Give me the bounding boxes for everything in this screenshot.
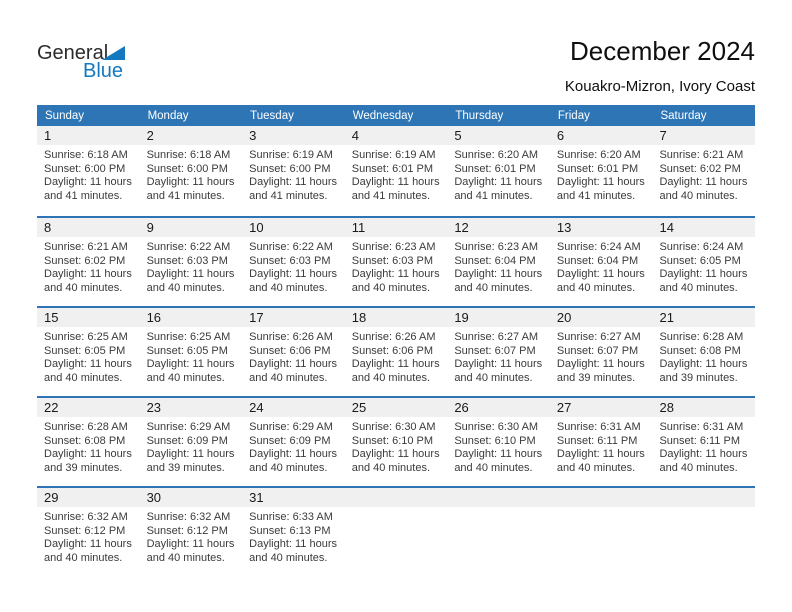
day-cell-30 — [140, 488, 243, 576]
day-cell-14 — [652, 218, 755, 306]
sunset-text: Sunset: 6:04 PM — [556, 254, 639, 267]
sunrise-text: Sunrise: 6:23 AM — [351, 241, 436, 253]
sunrise-text: Sunrise: 6:18 AM — [146, 149, 231, 161]
sunrise-text: Sunrise: 6:25 AM — [44, 331, 128, 343]
day-details — [140, 145, 243, 204]
day-number: 6 — [550, 126, 653, 145]
sunrise-text: Sunrise: 6:32 AM — [44, 511, 128, 523]
daylight-text: Daylight: 11 hours and 39 minutes. — [556, 358, 645, 385]
day-cell-20 — [550, 308, 653, 396]
daylight-text: Daylight: 11 hours and 40 minutes. — [249, 538, 338, 565]
sunrise-text: Sunrise: 6:19 AM — [351, 149, 436, 161]
day-cell-13 — [550, 218, 653, 306]
day-cell-6 — [550, 126, 653, 216]
day-details — [447, 145, 550, 204]
sunrise-text: Sunrise: 6:29 AM — [249, 421, 333, 433]
daylight-text: Daylight: 11 hours and 40 minutes. — [44, 268, 132, 295]
sunrise-text: Sunrise: 6:22 AM — [146, 241, 231, 253]
week-row — [37, 486, 755, 576]
daylight-text: Daylight: 11 hours and 40 minutes. — [249, 448, 338, 475]
day-number: 5 — [447, 126, 550, 145]
day-cell-23 — [140, 398, 243, 486]
day-number: 27 — [550, 398, 653, 417]
sunset-text: Sunset: 6:12 PM — [146, 524, 228, 537]
daylight-text: Daylight: 11 hours and 40 minutes. — [659, 448, 748, 475]
day-cell-24 — [242, 398, 345, 486]
week-row — [37, 126, 755, 216]
day-details — [242, 327, 345, 386]
sunset-text: Sunset: 6:07 PM — [454, 344, 536, 357]
sunset-text: Sunset: 6:06 PM — [351, 344, 434, 357]
day-number: 22 — [37, 398, 140, 417]
day-details — [242, 145, 345, 204]
daylight-text: Daylight: 11 hours and 40 minutes. — [556, 268, 645, 295]
sunset-text: Sunset: 6:03 PM — [249, 254, 331, 267]
daylight-text: Daylight: 11 hours and 40 minutes. — [249, 268, 338, 295]
daylight-text: Daylight: 11 hours and 40 minutes. — [351, 448, 440, 475]
daylight-text: Daylight: 11 hours and 40 minutes. — [146, 538, 235, 565]
day-number — [652, 488, 755, 507]
day-number: 29 — [37, 488, 140, 507]
sunset-text: Sunset: 6:07 PM — [556, 344, 639, 357]
sunrise-text: Sunrise: 6:21 AM — [44, 241, 128, 253]
sunrise-text: Sunrise: 6:23 AM — [454, 241, 539, 253]
daylight-text: Daylight: 11 hours and 40 minutes. — [146, 268, 235, 295]
sunrise-text: Sunrise: 6:18 AM — [44, 149, 128, 161]
sunset-text: Sunset: 6:03 PM — [351, 254, 434, 267]
sunset-text: Sunset: 6:09 PM — [249, 434, 331, 447]
day-details — [37, 507, 140, 566]
day-cell-18 — [345, 308, 448, 396]
weekday-tuesday: Tuesday — [250, 109, 294, 122]
day-details — [447, 237, 550, 296]
sunrise-text: Sunrise: 6:29 AM — [146, 421, 231, 433]
day-cell-empty — [447, 488, 550, 576]
day-cell-17 — [242, 308, 345, 396]
sunrise-text: Sunrise: 6:31 AM — [556, 421, 641, 433]
sunrise-text: Sunrise: 6:19 AM — [249, 149, 333, 161]
weekday-wednesday: Wednesday — [352, 109, 414, 122]
day-cell-1 — [37, 126, 140, 216]
day-cell-27 — [550, 398, 653, 486]
sunset-text: Sunset: 6:02 PM — [659, 162, 741, 175]
day-number: 23 — [140, 398, 243, 417]
day-details — [550, 417, 653, 476]
day-number: 11 — [345, 218, 448, 237]
sunset-text: Sunset: 6:00 PM — [249, 162, 331, 175]
day-number: 16 — [140, 308, 243, 327]
day-cell-25 — [345, 398, 448, 486]
daylight-text: Daylight: 11 hours and 40 minutes. — [249, 358, 338, 385]
week-row — [37, 396, 755, 486]
weekday-header-row — [37, 105, 755, 126]
day-cell-31 — [242, 488, 345, 576]
day-number: 14 — [652, 218, 755, 237]
daylight-text: Daylight: 11 hours and 39 minutes. — [659, 358, 748, 385]
page-title: December 2024 — [570, 36, 755, 66]
sunrise-text: Sunrise: 6:20 AM — [556, 149, 641, 161]
daylight-text: Daylight: 11 hours and 41 minutes. — [351, 176, 440, 203]
weeks-container — [37, 126, 755, 576]
sunset-text: Sunset: 6:01 PM — [454, 162, 536, 175]
sunset-text: Sunset: 6:01 PM — [556, 162, 639, 175]
sunrise-text: Sunrise: 6:22 AM — [249, 241, 333, 253]
page-subtitle: Kouakro-Mizron, Ivory Coast — [564, 78, 755, 95]
sunset-text: Sunset: 6:10 PM — [351, 434, 434, 447]
day-details — [447, 327, 550, 386]
daylight-text: Daylight: 11 hours and 40 minutes. — [454, 268, 543, 295]
day-cell-29 — [37, 488, 140, 576]
day-cell-empty — [345, 488, 448, 576]
sunset-text: Sunset: 6:08 PM — [44, 434, 126, 447]
sunrise-text: Sunrise: 6:31 AM — [659, 421, 744, 433]
sunrise-text: Sunrise: 6:33 AM — [249, 511, 333, 523]
sunrise-text: Sunrise: 6:28 AM — [659, 331, 744, 343]
sunrise-text: Sunrise: 6:24 AM — [556, 241, 641, 253]
day-cell-7 — [652, 126, 755, 216]
sunset-text: Sunset: 6:09 PM — [146, 434, 228, 447]
sunrise-text: Sunrise: 6:26 AM — [351, 331, 436, 343]
day-details — [652, 417, 755, 476]
daylight-text: Daylight: 11 hours and 40 minutes. — [146, 358, 235, 385]
week-row — [37, 306, 755, 396]
daylight-text: Daylight: 11 hours and 41 minutes. — [454, 176, 543, 203]
day-number: 30 — [140, 488, 243, 507]
day-details — [37, 237, 140, 296]
day-details — [345, 327, 448, 386]
day-cell-2 — [140, 126, 243, 216]
day-cell-19 — [447, 308, 550, 396]
day-number: 17 — [242, 308, 345, 327]
day-details — [140, 327, 243, 386]
day-details — [652, 327, 755, 386]
day-cell-empty — [652, 488, 755, 576]
sunset-text: Sunset: 6:04 PM — [454, 254, 536, 267]
day-cell-empty — [550, 488, 653, 576]
day-number: 19 — [447, 308, 550, 327]
day-number — [550, 488, 653, 507]
logo-text-blue: Blue — [83, 60, 124, 82]
day-cell-8 — [37, 218, 140, 306]
daylight-text: Daylight: 11 hours and 39 minutes. — [146, 448, 235, 475]
daylight-text: Daylight: 11 hours and 40 minutes. — [454, 448, 543, 475]
sunset-text: Sunset: 6:12 PM — [44, 524, 126, 537]
day-number: 31 — [242, 488, 345, 507]
day-cell-11 — [345, 218, 448, 306]
day-details — [550, 237, 653, 296]
daylight-text: Daylight: 11 hours and 40 minutes. — [659, 268, 748, 295]
day-number: 1 — [37, 126, 140, 145]
day-cell-15 — [37, 308, 140, 396]
day-cell-5 — [447, 126, 550, 216]
day-details — [140, 507, 243, 566]
day-number: 26 — [447, 398, 550, 417]
day-details — [242, 507, 345, 566]
day-number — [447, 488, 550, 507]
daylight-text: Daylight: 11 hours and 40 minutes. — [44, 538, 132, 565]
daylight-text: Daylight: 11 hours and 40 minutes. — [556, 448, 645, 475]
day-number: 20 — [550, 308, 653, 327]
daylight-text: Daylight: 11 hours and 40 minutes. — [351, 268, 440, 295]
weekday-thursday: Thursday — [455, 109, 504, 122]
sunrise-text: Sunrise: 6:32 AM — [146, 511, 231, 523]
sunrise-text: Sunrise: 6:30 AM — [454, 421, 539, 433]
weekday-friday: Friday — [557, 109, 590, 122]
day-cell-10 — [242, 218, 345, 306]
day-number: 4 — [345, 126, 448, 145]
day-cell-22 — [37, 398, 140, 486]
day-details — [550, 327, 653, 386]
sunrise-text: Sunrise: 6:30 AM — [351, 421, 436, 433]
day-cell-12 — [447, 218, 550, 306]
day-cell-16 — [140, 308, 243, 396]
day-number: 9 — [140, 218, 243, 237]
day-details — [140, 237, 243, 296]
day-details — [242, 417, 345, 476]
sunrise-text: Sunrise: 6:26 AM — [249, 331, 333, 343]
sunrise-text: Sunrise: 6:27 AM — [556, 331, 641, 343]
weekday-saturday: Saturday — [660, 109, 707, 122]
sunset-text: Sunset: 6:08 PM — [659, 344, 741, 357]
day-details — [550, 145, 653, 204]
day-number: 10 — [242, 218, 345, 237]
day-cell-4 — [345, 126, 448, 216]
day-details — [37, 327, 140, 386]
day-details — [345, 145, 448, 204]
week-row — [37, 216, 755, 306]
day-number: 25 — [345, 398, 448, 417]
daylight-text: Daylight: 11 hours and 41 minutes. — [44, 176, 132, 203]
daylight-text: Daylight: 11 hours and 40 minutes. — [351, 358, 440, 385]
day-number: 2 — [140, 126, 243, 145]
sunrise-text: Sunrise: 6:25 AM — [146, 331, 231, 343]
day-details — [345, 237, 448, 296]
sunset-text: Sunset: 6:05 PM — [44, 344, 126, 357]
logo-triangle-icon — [102, 46, 125, 60]
day-cell-26 — [447, 398, 550, 486]
day-details — [140, 417, 243, 476]
sunrise-text: Sunrise: 6:28 AM — [44, 421, 128, 433]
weekday-sunday: Sunday — [45, 109, 85, 122]
day-number: 21 — [652, 308, 755, 327]
day-number: 3 — [242, 126, 345, 145]
day-details — [447, 417, 550, 476]
daylight-text: Daylight: 11 hours and 41 minutes. — [556, 176, 645, 203]
sunset-text: Sunset: 6:00 PM — [146, 162, 228, 175]
sunset-text: Sunset: 6:11 PM — [659, 434, 740, 447]
daylight-text: Daylight: 11 hours and 40 minutes. — [454, 358, 543, 385]
day-cell-3 — [242, 126, 345, 216]
day-number — [345, 488, 448, 507]
calendar-table — [37, 105, 755, 576]
day-number: 24 — [242, 398, 345, 417]
sunset-text: Sunset: 6:10 PM — [454, 434, 536, 447]
sunset-text: Sunset: 6:13 PM — [249, 524, 331, 537]
day-number: 12 — [447, 218, 550, 237]
day-number: 18 — [345, 308, 448, 327]
general-blue-logo — [37, 42, 167, 90]
sunrise-text: Sunrise: 6:20 AM — [454, 149, 539, 161]
sunset-text: Sunset: 6:00 PM — [44, 162, 126, 175]
daylight-text: Daylight: 11 hours and 40 minutes. — [659, 176, 748, 203]
sunrise-text: Sunrise: 6:24 AM — [659, 241, 744, 253]
sunset-text: Sunset: 6:11 PM — [556, 434, 638, 447]
sunset-text: Sunset: 6:05 PM — [146, 344, 228, 357]
sunset-text: Sunset: 6:02 PM — [44, 254, 126, 267]
daylight-text: Daylight: 11 hours and 40 minutes. — [44, 358, 132, 385]
day-number: 8 — [37, 218, 140, 237]
day-cell-21 — [652, 308, 755, 396]
day-number: 28 — [652, 398, 755, 417]
weekday-monday: Monday — [147, 109, 189, 122]
daylight-text: Daylight: 11 hours and 41 minutes. — [249, 176, 338, 203]
day-number: 13 — [550, 218, 653, 237]
sunset-text: Sunset: 6:05 PM — [659, 254, 741, 267]
day-details — [242, 237, 345, 296]
day-details — [37, 145, 140, 204]
sunset-text: Sunset: 6:06 PM — [249, 344, 331, 357]
sunset-text: Sunset: 6:01 PM — [351, 162, 434, 175]
day-cell-9 — [140, 218, 243, 306]
day-number: 7 — [652, 126, 755, 145]
day-details — [652, 145, 755, 204]
sunrise-text: Sunrise: 6:21 AM — [659, 149, 744, 161]
day-details — [37, 417, 140, 476]
day-cell-28 — [652, 398, 755, 486]
day-number: 15 — [37, 308, 140, 327]
day-details — [345, 417, 448, 476]
daylight-text: Daylight: 11 hours and 41 minutes. — [146, 176, 235, 203]
logo-text-general: General — [37, 42, 109, 64]
sunset-text: Sunset: 6:03 PM — [146, 254, 228, 267]
daylight-text: Daylight: 11 hours and 39 minutes. — [44, 448, 132, 475]
sunrise-text: Sunrise: 6:27 AM — [454, 331, 539, 343]
day-details — [652, 237, 755, 296]
